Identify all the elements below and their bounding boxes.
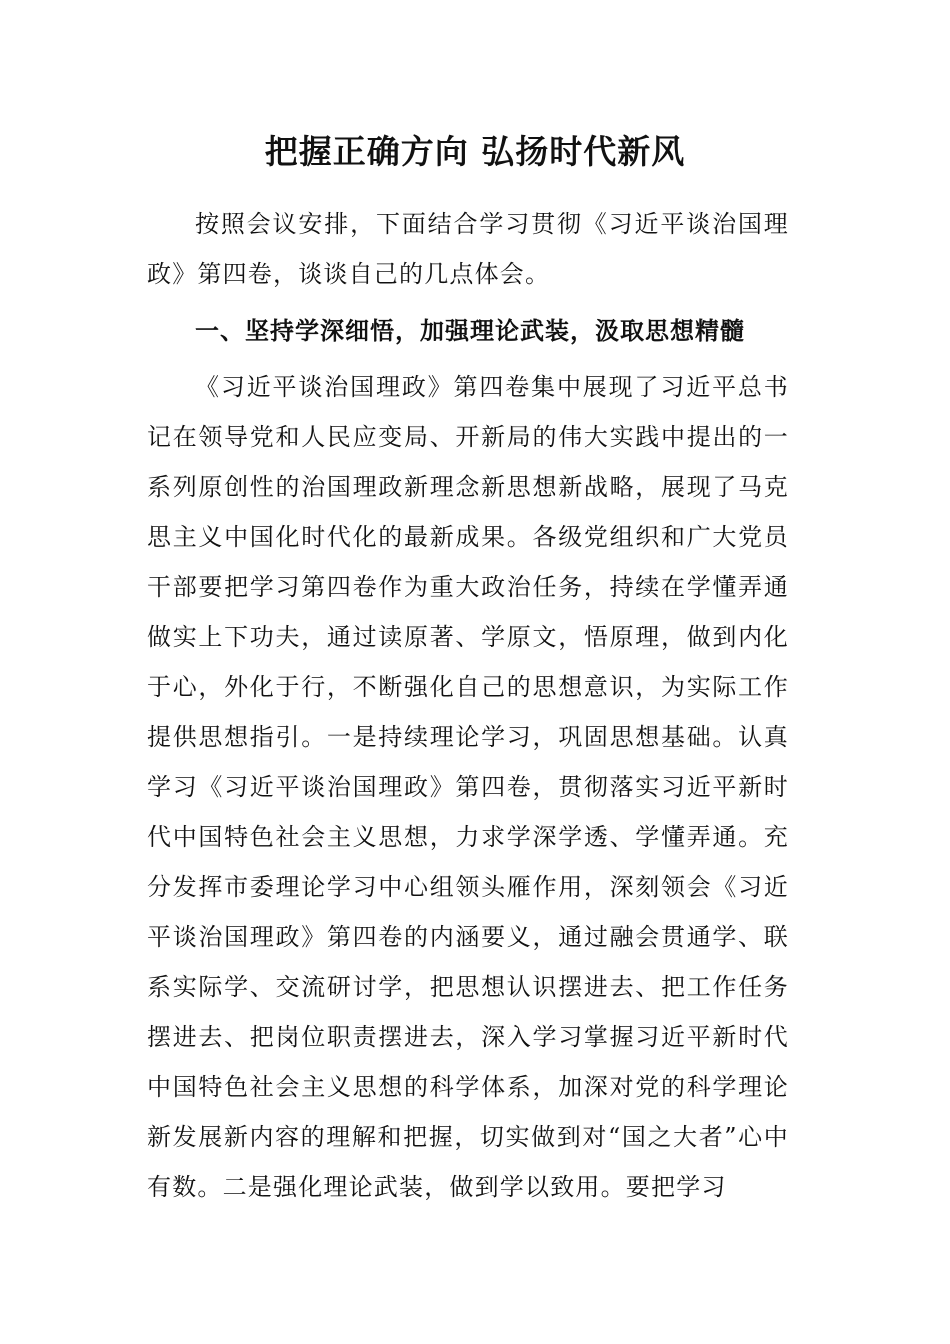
intro-paragraph: 按照会议安排，下面结合学习贯彻《习近平谈治国理政》第四卷，谈谈自己的几点体会。 <box>147 210 789 288</box>
section-heading: 一、坚持学深细悟，加强理论武装，汲取思想精髓 <box>195 316 745 345</box>
section-body-paragraph: 《习近平谈治国理政》第四卷集中展现了习近平总书记在领导党和人民应变局、开新局的伟大实践中提出的一系列原创性的治国理政新理念新思想新战略，展现了马克思主义中国化时代化的最新成果。各级党组织和广大党员干部要把学习第四卷作为重大政治任务，持续在学懂弄通做实上下功夫，通过读原著、学原文，悟原理，做到内化于心，外化于行，不断强化自己的思想意识，为实际工作提供思想指引。一是持续理论学习，巩固思想基础。认真学习《习近平谈治国理政》第四卷，贯彻落实习近平新时代中国特色社会主义思想，力求学深学透、学懂弄通。充分发挥市委理论学习中心组领头雁作用，深刻领会《习近平谈治国理政》第四卷的内涵要义，通过融会贯通学、联系实际学、交流研讨学，把思想认识摆进去、把工作任务摆进去、把岗位职责摆进去，深入学习掌握习近平新时代中国特色社会主义思想的科学体系，加深对党的科学理论新发展新内容的理解和把握，切实做到对“国之大者”心中有数。二是强化理论武装，做到学以致用。要把学习 <box>147 373 789 1201</box>
document-title: 把握正确方向 弘扬时代新风 <box>264 132 686 171</box>
